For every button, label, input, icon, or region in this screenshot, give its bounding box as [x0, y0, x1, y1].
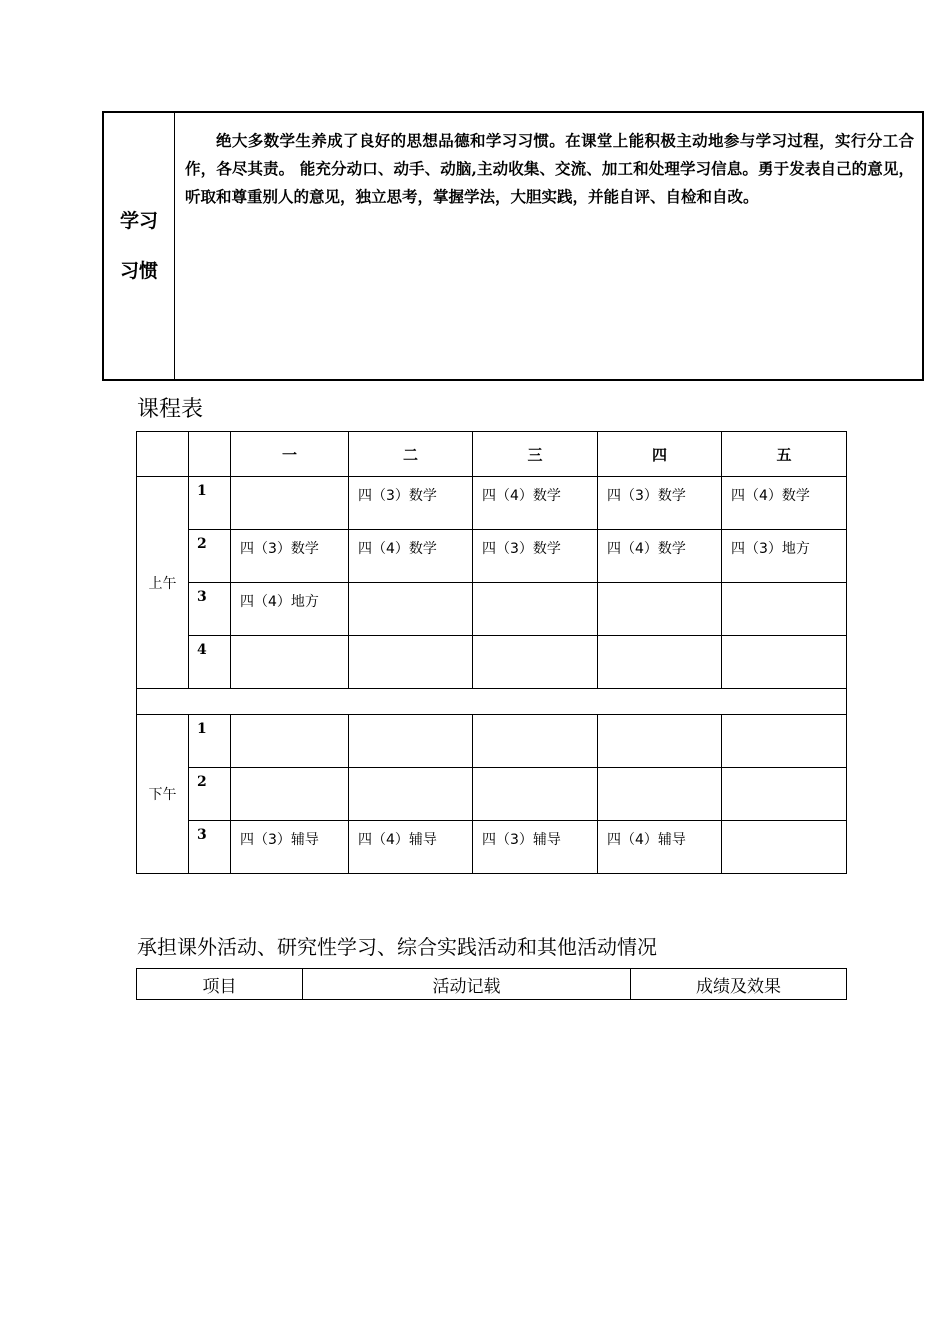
period-number: 1 [189, 477, 231, 530]
morning-row-3 [137, 583, 847, 636]
schedule-cell: 四（3）辅导 [473, 821, 598, 874]
schedule-cell: 四（4）数学 [722, 477, 847, 530]
schedule-cell [349, 583, 473, 636]
morning-label: 上午 [137, 477, 189, 689]
schedule-cell [231, 477, 349, 530]
habits-description: 绝大多数学生养成了良好的思想品德和学习习惯。在课堂上能积极主动地参与学习过程，实行分工合作，各尽其责。 能充分动口、动手、动脑,主动收集、交流、加工和处理学习信息。勇于发表自己的意见，听取和尊重别人的意见，独立思考，掌握学法，大胆实践，并能自评、自检和自改。 [185, 131, 914, 206]
period-number: 3 [189, 821, 231, 874]
schedule-cell: 四（4）数学 [473, 477, 598, 530]
day-header: 一 [231, 432, 349, 477]
activities-header-result: 成绩及效果 [631, 969, 847, 1000]
afternoon-row-3 [137, 821, 847, 874]
morning-row-2 [137, 530, 847, 583]
schedule-cell [349, 768, 473, 821]
day-header: 三 [473, 432, 598, 477]
schedule-cell: 四（4）数学 [349, 530, 473, 583]
schedule-title: 课程表 [137, 397, 204, 422]
activities-header-row [137, 969, 847, 1000]
schedule-cell: 四（4）地方 [231, 583, 349, 636]
schedule-cell [722, 583, 847, 636]
schedule-cell [231, 715, 349, 768]
schedule-cell: 四（4）辅导 [598, 821, 722, 874]
activities-header-item: 项目 [137, 969, 303, 1000]
period-number: 3 [189, 583, 231, 636]
schedule-cell: 四（3）数学 [231, 530, 349, 583]
schedule-cell: 四（3）地方 [722, 530, 847, 583]
schedule-cell: 四（3）数学 [473, 530, 598, 583]
habits-label [104, 113, 175, 379]
header-empty-cell [189, 432, 231, 477]
schedule-cell [722, 768, 847, 821]
habits-label-line1: 学习 [119, 210, 158, 232]
schedule-cell: 四（4）数学 [598, 530, 722, 583]
schedule-cell [349, 715, 473, 768]
schedule-cell [349, 636, 473, 689]
schedule-cell [231, 768, 349, 821]
schedule-cell [473, 715, 598, 768]
schedule-cell [598, 636, 722, 689]
schedule-cell [598, 583, 722, 636]
activities-table [136, 968, 847, 1000]
schedule-cell [722, 821, 847, 874]
activities-header-record: 活动记载 [303, 969, 631, 1000]
header-empty-cell [137, 432, 189, 477]
period-number: 2 [189, 768, 231, 821]
schedule-cell [473, 768, 598, 821]
habits-section [102, 111, 924, 381]
afternoon-label: 下午 [137, 715, 189, 874]
schedule-cell: 四（3）数学 [598, 477, 722, 530]
schedule-cell [598, 715, 722, 768]
schedule-header-row [137, 432, 847, 477]
schedule-cell [473, 636, 598, 689]
habits-label-line2: 习惯 [119, 260, 158, 282]
schedule-cell [722, 715, 847, 768]
morning-row-4 [137, 636, 847, 689]
afternoon-row-2 [137, 768, 847, 821]
schedule-cell: 四（4）辅导 [349, 821, 473, 874]
day-header: 四 [598, 432, 722, 477]
midday-gap-row [137, 689, 847, 715]
schedule-table [136, 431, 847, 874]
activities-title: 承担课外活动、研究性学习、综合实践活动和其他活动情况 [137, 935, 657, 959]
schedule-cell [231, 636, 349, 689]
period-number: 4 [189, 636, 231, 689]
period-number: 1 [189, 715, 231, 768]
schedule-cell: 四（3）辅导 [231, 821, 349, 874]
morning-row-1 [137, 477, 847, 530]
schedule-cell [473, 583, 598, 636]
schedule-cell [722, 636, 847, 689]
afternoon-row-1 [137, 715, 847, 768]
schedule-cell: 四（3）数学 [349, 477, 473, 530]
period-number: 2 [189, 530, 231, 583]
midday-gap-cell [137, 689, 847, 715]
day-header: 二 [349, 432, 473, 477]
schedule-cell [598, 768, 722, 821]
day-header: 五 [722, 432, 847, 477]
